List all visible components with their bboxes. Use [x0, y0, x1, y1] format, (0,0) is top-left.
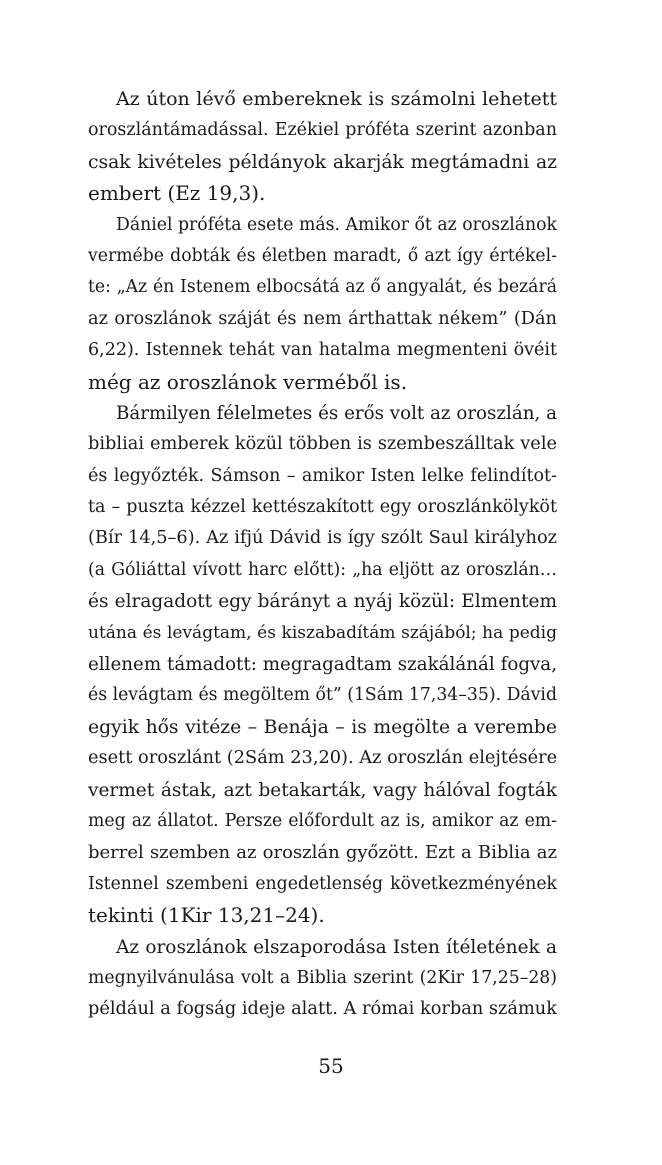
text-line: embert (Ez 19,3).	[88, 181, 266, 206]
text-line: és elragadott egy bárányt a nyáj közül: Elmentem	[88, 591, 557, 613]
text-line: és levágtam és megöltem őt” (1Sám 17,34–35). Dávid	[88, 685, 557, 706]
text-line: és legyőzték. Sámson – amikor Isten lelke felindítot-	[88, 465, 557, 486]
text-line: Bármilyen félelmetes és erős volt az oroszlán, a	[116, 402, 557, 424]
paragraph-2	[88, 210, 557, 398]
text-line: ellenem támadott: megragadtam szakálánál fogva,	[88, 654, 557, 676]
paragraph-3	[88, 398, 557, 932]
text-line: (Bír 14,5–6). Az ifjú Dávid is így szólt Saul királyhoz	[88, 528, 557, 549]
text-line: például a fogság ideje alatt. A római korban számuk	[88, 999, 557, 1020]
text-line: még az oroszlánok verméből is.	[88, 369, 408, 394]
text-line: utána és levágtam, és kiszabadítám szájából; ha pedig	[88, 622, 557, 643]
paragraph-1	[88, 84, 557, 210]
text-line: esett oroszlánt (2Sám 23,20). Az oroszlán elejtésére	[88, 748, 557, 769]
text-line: az oroszlánok száját és nem árthattak nékem” (Dán	[88, 308, 557, 329]
text-line: vermet ástak, azt betakarták, vagy hálóval fogták	[88, 779, 557, 801]
text-line: ta – puszta kézzel kettészakított egy oroszlánkölyköt	[88, 497, 557, 518]
text-line: meg az állatot. Persze előfordult az is, amikor az em-	[88, 810, 557, 831]
page-body	[88, 84, 557, 1026]
text-line: egyik hős vitéze – Benája – is megölte a verembe	[88, 716, 557, 738]
text-line: megnyilvánulása volt a Biblia szerint (2Kir 17,25–28)	[88, 967, 557, 988]
text-line: vermébe dobták és életben maradt, ő azt így értékel-	[88, 245, 557, 266]
paragraph-4	[88, 932, 557, 1026]
text-line: Az oroszlánok elszaporodása Isten ítéletének a	[116, 936, 557, 958]
page-number: 55	[318, 1054, 344, 1078]
text-line: tekinti (1Kir 13,21–24).	[88, 903, 325, 928]
text-line: csak kivételes példányok akarják megtámadni az	[88, 151, 557, 173]
text-line: te: „Az én Istenem elbocsátá az ő angyalát, és bezárá	[88, 277, 557, 298]
text-line: Istennel szembeni engedetlenség következményének	[88, 873, 557, 894]
text-line: bibliai emberek közül többen is szembeszálltak vele	[88, 434, 557, 455]
text-line: oroszlántámadással. Ezékiel próféta szerint azonban	[88, 120, 557, 141]
text-line: Dániel próféta esete más. Amikor őt az oroszlánok	[116, 214, 557, 235]
text-line: Az úton lévő embereknek is számolni lehetett	[116, 88, 557, 110]
text-line: (a Góliáttal vívott harc előtt): „ha eljött az oroszlán…	[88, 559, 557, 580]
text-line: 6,22). Istennek tehát van hatalma megmenteni övéit	[88, 340, 557, 361]
text-line: berrel szemben az oroszlán győzött. Ezt a Biblia az	[88, 842, 557, 864]
